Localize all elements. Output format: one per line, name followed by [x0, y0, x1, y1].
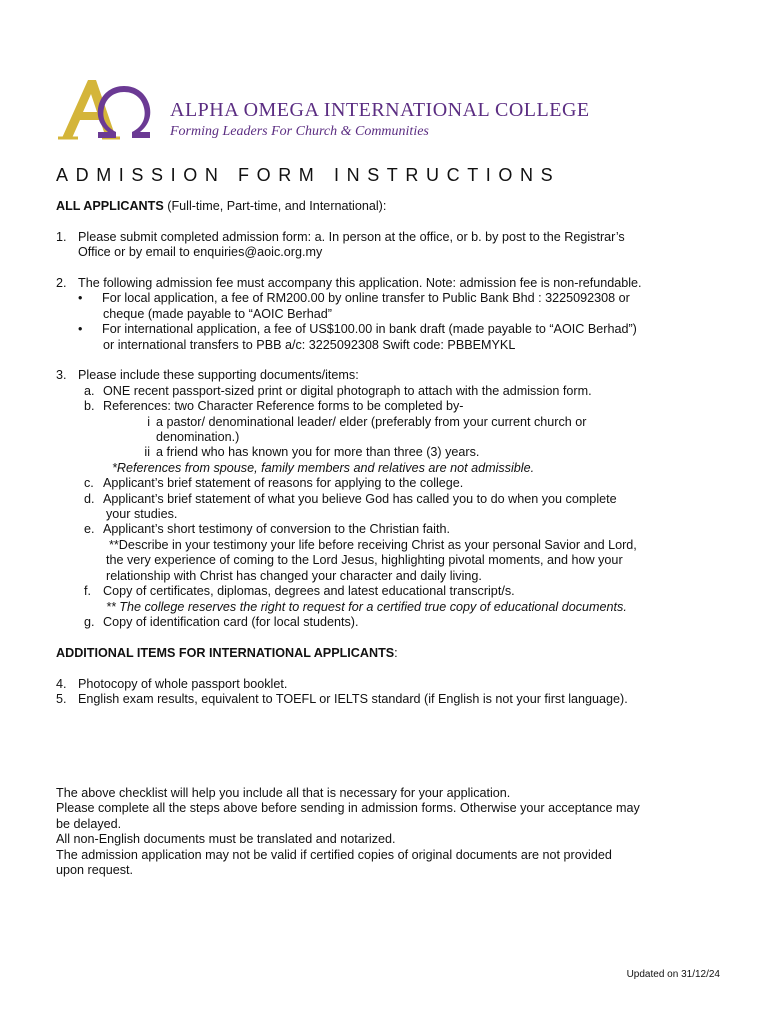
sub-item-g [56, 615, 720, 630]
sub-item-text: your studies. [106, 507, 178, 522]
sub-item-text: ONE recent passport-sized print or digital photograph to attach with the admission form. [103, 383, 592, 398]
bullet-text: cheque (made payable to “AOIC Berhad” [103, 306, 332, 321]
college-tagline: Forming Leaders For Church & Communities [170, 124, 429, 139]
testimony-note: relationship with Christ has changed your character and daily living. [106, 568, 482, 583]
closing-line: The admission application may not be valid if certified copies of original documents are not provided [56, 847, 612, 862]
list-item-5 [56, 692, 720, 707]
instructions-body [56, 199, 720, 707]
closing-line: upon request. [56, 863, 134, 878]
bullet-text: or international transfers to PBB a/c: 3225092308 Swift code: PBBEMYKL [103, 337, 516, 352]
item-number: 5. [56, 691, 67, 706]
item-text: Please include these supporting documents/items: [78, 368, 359, 383]
closing-line: The above checklist will help you include all that is necessary for your application. [56, 786, 511, 800]
testimony-note: the very experience of coming to the Lord Jesus, highlighting pivotal moments, and how your [106, 553, 623, 568]
sub-item-c [56, 476, 720, 491]
bullet-item [56, 291, 720, 306]
sub-item-text: Copy of identification card (for local students). [103, 614, 359, 629]
item-text: Photocopy of whole passport booklet. [78, 676, 288, 691]
sub-item-label: e. [84, 522, 95, 537]
page-title: ADMISSION FORM INSTRUCTIONS [56, 165, 561, 185]
item-text: Please submit completed admission form: a. In person at the office, or b. by post to the Registrar’s [78, 229, 625, 244]
item-text: Office or by email to enquiries@aoic.org.my [78, 245, 323, 260]
sub-item-label: f. [84, 584, 91, 599]
item-number: 2. [56, 276, 67, 290]
all-applicants-heading [56, 199, 720, 214]
sub-item-text: Applicant’s short testimony of conversion to the Christian faith. [103, 522, 450, 537]
international-heading [56, 646, 720, 661]
closing-line: Please complete all the steps above before sending in admission forms. Otherwise your acceptance may [56, 801, 640, 816]
list-item-3 [56, 368, 720, 383]
list-item-2 [56, 276, 720, 291]
item-number: 4. [56, 676, 67, 691]
sub-item-label: g. [84, 614, 95, 629]
roman-item-i [56, 415, 720, 430]
list-item-4 [56, 677, 720, 692]
closing-notes [56, 786, 720, 878]
international-heading-colon: : [394, 645, 398, 660]
sub-item-label: a. [84, 383, 95, 398]
item-text: The following admission fee must accompany this application. Note: admission fee is non-refundable. [78, 276, 642, 290]
sub-item-text: Applicant’s brief statement of what you believe God has called you to do when you complete [103, 491, 617, 506]
sub-item-label: d. [84, 491, 95, 506]
roman-text: denomination.) [156, 430, 240, 445]
item-number: 3. [56, 368, 67, 383]
sub-item-e [56, 522, 720, 537]
bullet-text: For local application, a fee of RM200.00 by online transfer to Public Bank Bhd : 3225092308 or [102, 291, 630, 306]
sub-item-f [56, 584, 720, 599]
bullet-text: For international application, a fee of US$100.00 in bank draft (made payable to “AOIC Berhad”) [102, 322, 637, 337]
alpha-omega-logo-icon [58, 74, 152, 140]
sub-item-d [56, 492, 720, 507]
sub-item-text: Applicant’s brief statement of reasons for applying to the college. [103, 476, 464, 491]
references-note: *References from spouse, family members and relatives are not admissible. [112, 460, 535, 475]
certified-copy-note: ** The college reserves the right to request for a certified true copy of educational documents. [106, 599, 627, 614]
sub-item-b [56, 399, 720, 414]
bullet-icon: • [78, 322, 83, 337]
roman-text: a friend who has known you for more than three (3) years. [156, 445, 480, 460]
sub-item-a [56, 384, 720, 399]
roman-text: a pastor/ denominational leader/ elder (preferably from your current church or [156, 414, 587, 429]
roman-item-ii [56, 445, 720, 460]
bullet-item [56, 322, 720, 337]
sub-item-label: b. [84, 399, 95, 414]
list-item-1 [56, 230, 720, 245]
all-applicants-note: (Full-time, Part-time, and International): [163, 199, 387, 213]
closing-line: All non-English documents must be translated and notarized. [56, 832, 396, 847]
international-heading-label: ADDITIONAL ITEMS FOR INTERNATIONAL APPLICANTS [56, 645, 395, 660]
closing-line: be delayed. [56, 816, 122, 831]
bullet-icon: • [78, 291, 83, 306]
sub-item-text: References: two Character Reference forms to be completed by- [103, 399, 464, 414]
testimony-note: **Describe in your testimony your life before receiving Christ as your personal Savior and Lord, [109, 537, 637, 552]
college-name: ALPHA OMEGA INTERNATIONAL COLLEGE [170, 99, 590, 121]
roman-label: i [147, 414, 150, 429]
item-number: 1. [56, 229, 67, 244]
item-text: English exam results, equivalent to TOEFL or IELTS standard (if English is not your first language). [78, 691, 628, 706]
updated-date: Updated on 31/12/24 [626, 969, 720, 980]
sub-item-label: c. [84, 476, 94, 491]
roman-label: ii [144, 445, 150, 460]
all-applicants-label: ALL APPLICANTS [56, 199, 164, 213]
sub-item-text: Copy of certificates, diplomas, degrees and latest educational transcript/s. [103, 584, 515, 599]
